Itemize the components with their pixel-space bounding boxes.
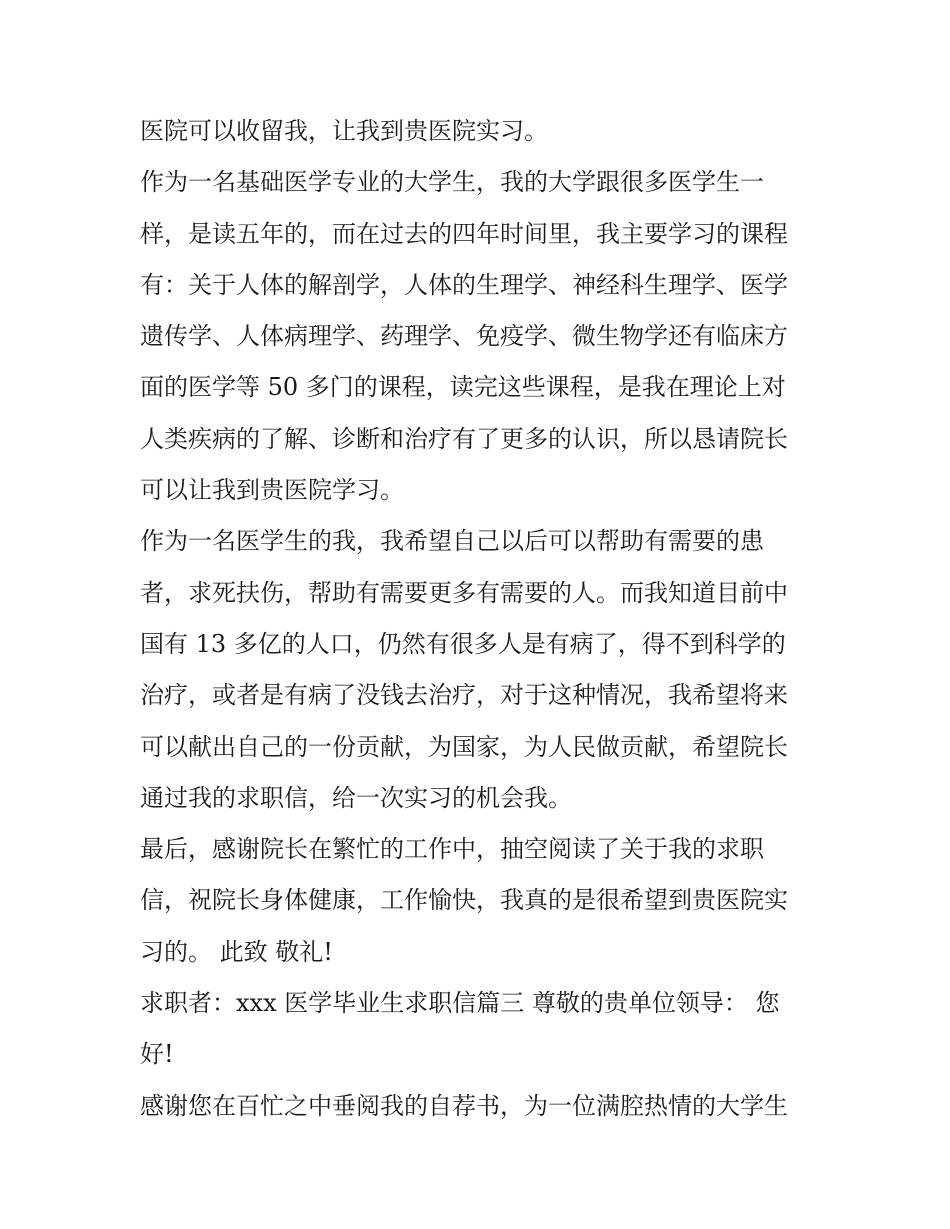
document-body xyxy=(140,106,820,1132)
text-line: 样，是读五年的，而在过去的四年时间里，我主要学习的课程 xyxy=(140,219,788,248)
text-line: 习的。 此致 敬礼! xyxy=(140,937,333,966)
text-line: 有：关于人体的解剖学，人体的生理学、神经科生理学、医学 xyxy=(140,270,788,299)
text-line: 最后，感谢院长在繁忙的工作中，抽空阅读了关于我的求职 xyxy=(140,835,764,864)
text-line: 好! xyxy=(140,1040,174,1069)
text-line: 求职者：xxx 医学毕业生求职信篇三 尊敬的贵单位领导： 您 xyxy=(140,989,780,1018)
text-line: 可以让我到贵医院学习。 xyxy=(140,476,404,505)
text-line: 作为一名医学生的我，我希望自己以后可以帮助有需要的患 xyxy=(140,527,764,556)
text-line: 遗传学、人体病理学、药理学、免疫学、微生物学还有临床方 xyxy=(140,322,788,351)
text-line: 面的医学等 50 多门的课程，读完这些课程，是我在理论上对 xyxy=(140,373,786,402)
text-line: 作为一名基础医学专业的大学生，我的大学跟很多医学生一 xyxy=(140,168,764,197)
text-line: 通过我的求职信，给一次实习的机会我。 xyxy=(140,783,572,812)
text-line: 国有 13 多亿的人口，仍然有很多人是有病了，得不到科学的 xyxy=(140,629,786,658)
text-line: 者，求死扶伤，帮助有需要更多有需要的人。而我知道目前中 xyxy=(140,578,788,607)
text-line: 人类疾病的了解、诊断和治疗有了更多的认识，所以恳请院长 xyxy=(140,424,788,453)
text-line: 医院可以收留我，让我到贵医院实习。 xyxy=(140,117,548,145)
text-line: 感谢您在百忙之中垂阅我的自荐书，为一位满腔热情的大学生 xyxy=(140,1091,788,1120)
text-line: 可以献出自己的一份贡献，为国家，为人民做贡献，希望院长 xyxy=(140,732,788,761)
text-line: 信，祝院长身体健康，工作愉快，我真的是很希望到贵医院实 xyxy=(140,886,788,915)
text-line: 治疗，或者是有病了没钱去治疗，对于这种情况，我希望将来 xyxy=(140,681,788,710)
